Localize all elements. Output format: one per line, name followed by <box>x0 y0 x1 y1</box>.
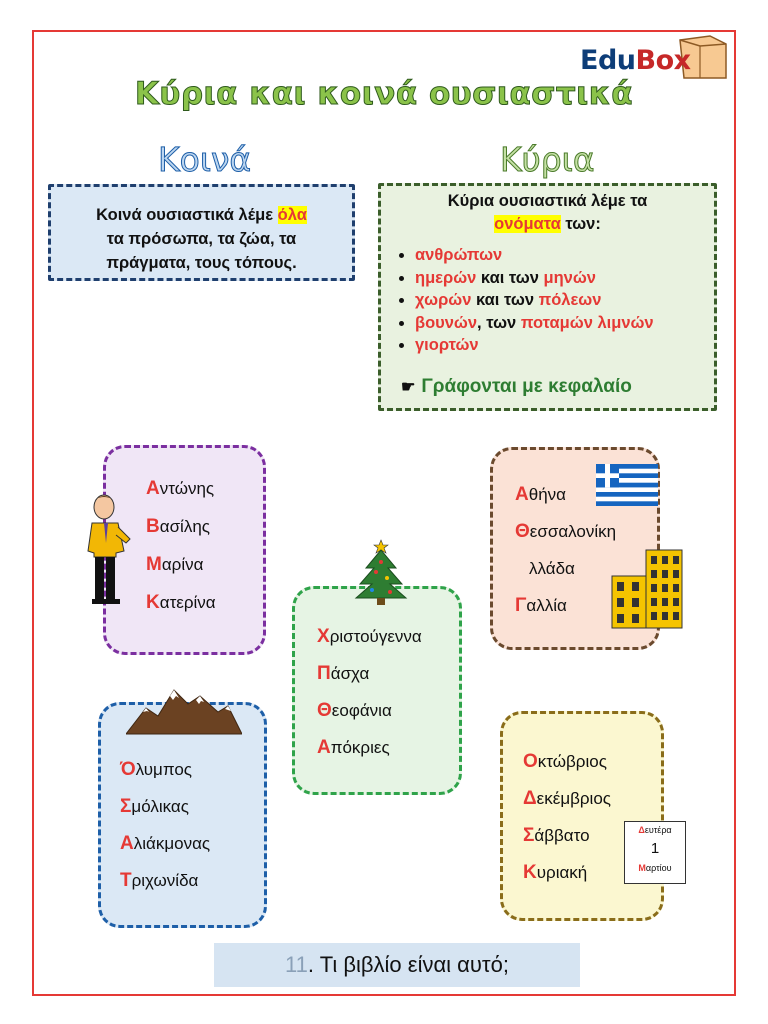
list-item: Αλιάκμονας <box>120 833 211 854</box>
christmas-tree-icon <box>354 538 408 606</box>
koina-definition-box <box>48 184 355 281</box>
list-item: Οκτώβριος <box>523 751 607 772</box>
kyria-category-list <box>381 244 714 357</box>
koina-line-2: τα πρόσωπα, τα ζώα, τα <box>106 230 297 248</box>
list-item: • ημερών και των μηνών <box>415 267 714 290</box>
list-item: Θεσσαλονίκη <box>515 521 617 542</box>
list-item: • βουνών, των ποταμών λιμνών <box>415 312 714 335</box>
calendar-icon <box>624 821 686 884</box>
section-title-koina: Κοινά <box>158 140 252 179</box>
greek-flag-icon <box>596 464 658 506</box>
group-holidays <box>292 586 462 795</box>
question-text: . Τι βιβλίο είναι αυτό; <box>307 952 509 977</box>
page-title: Κύρια και κοινά ουσιαστικά <box>134 76 634 112</box>
list-item: Χριστούγεννα <box>317 626 422 647</box>
list-item: • ανθρώπων <box>415 244 714 267</box>
list-item: Αντώνης <box>146 478 215 499</box>
koina-line-3: πράγματα, τους τόπους. <box>106 254 297 272</box>
calendar-day: Δευτέρα <box>638 825 672 835</box>
koina-line-1: Κοινά ουσιαστικά λέμε όλα <box>96 206 307 224</box>
mountains-icon <box>126 684 242 736</box>
list-item: λλάδα <box>529 559 575 578</box>
capital-letter-note: ☛ Γράφονται με κεφαλαίο <box>401 376 632 397</box>
list-item: • γιορτών <box>415 334 714 357</box>
list-item: Γαλλία <box>515 595 567 616</box>
list-item: Όλυμπος <box>120 759 192 780</box>
list-item: Αθήνα <box>515 484 566 505</box>
hand-pointer-icon: ☛ <box>401 379 416 396</box>
list-item: Πάσχα <box>317 663 370 684</box>
section-title-kyria: Κύρια <box>500 140 595 179</box>
list-item: Τριχωνίδα <box>120 870 199 891</box>
question-number: 11 <box>285 952 308 977</box>
list-item: Σάββατο <box>523 825 590 846</box>
calendar-month: Μαρτίου <box>638 863 672 873</box>
bottom-question-banner <box>214 943 580 987</box>
list-item: Κατερίνα <box>146 592 216 613</box>
edubox-logo: EduBox <box>580 45 691 76</box>
list-item: Βασίλης <box>146 516 210 537</box>
kyria-definition-box <box>378 183 717 411</box>
list-item: Κυριακή <box>523 862 588 883</box>
man-figure-icon <box>82 493 134 605</box>
calendar-date: 1 <box>650 840 660 857</box>
list-item: Σμόλικας <box>120 796 189 817</box>
list-item: Δεκέμβριος <box>523 788 611 809</box>
list-item: Μαρίνα <box>146 554 204 575</box>
list-item: Θεοφάνια <box>317 700 392 721</box>
list-item: • χωρών και των πόλεων <box>415 289 714 312</box>
buildings-icon <box>610 548 685 630</box>
kyria-intro: Κύρια ουσιαστικά λέμε τα ονόματα των: <box>447 192 648 233</box>
group-months-days <box>500 711 664 921</box>
list-item: Απόκριες <box>317 737 390 758</box>
